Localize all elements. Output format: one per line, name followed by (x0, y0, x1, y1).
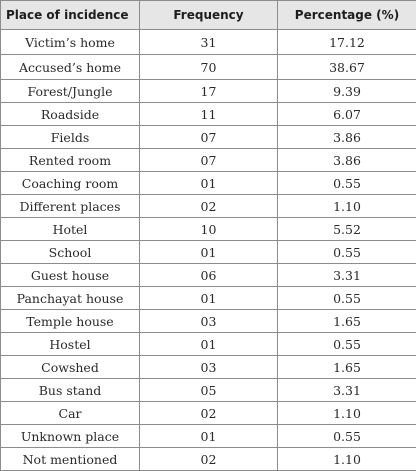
table-row (1, 310, 416, 333)
header-place-of-incidence: Place of incidence (1, 1, 140, 30)
place-cell: Unknown place (1, 425, 140, 448)
percentage-cell: 3.31 (278, 264, 416, 287)
frequency-cell: 70 (140, 55, 278, 80)
table-row (1, 30, 416, 55)
table-row (1, 448, 416, 471)
table-header (1, 1, 416, 30)
frequency-cell: 07 (140, 149, 278, 172)
percentage-cell: 9.39 (278, 80, 416, 103)
place-cell: Rented room (1, 149, 140, 172)
frequency-cell: 07 (140, 126, 278, 149)
table-row (1, 126, 416, 149)
percentage-cell: 3.86 (278, 126, 416, 149)
table-row (1, 287, 416, 310)
frequency-cell: 03 (140, 356, 278, 379)
place-cell: Accused’s home (1, 55, 140, 80)
place-cell: Temple house (1, 310, 140, 333)
place-cell: Hostel (1, 333, 140, 356)
place-cell: Fields (1, 126, 140, 149)
table-body (1, 30, 416, 471)
place-cell: Coaching room (1, 172, 140, 195)
percentage-cell: 0.55 (278, 333, 416, 356)
table-row (1, 149, 416, 172)
percentage-cell: 6.07 (278, 103, 416, 126)
percentage-cell: 38.67 (278, 55, 416, 80)
place-cell: Bus stand (1, 379, 140, 402)
table-row (1, 55, 416, 80)
frequency-cell: 01 (140, 333, 278, 356)
place-cell: Car (1, 402, 140, 425)
header-percentage: Percentage (%) (278, 1, 416, 30)
frequency-cell: 17 (140, 80, 278, 103)
header-frequency: Frequency (140, 1, 278, 30)
percentage-cell: 1.10 (278, 195, 416, 218)
table-row (1, 195, 416, 218)
table-row (1, 80, 416, 103)
frequency-cell: 10 (140, 218, 278, 241)
percentage-cell: 1.10 (278, 402, 416, 425)
table-row (1, 103, 416, 126)
place-cell: School (1, 241, 140, 264)
percentage-cell: 5.52 (278, 218, 416, 241)
frequency-cell: 05 (140, 379, 278, 402)
frequency-cell: 01 (140, 287, 278, 310)
table-row (1, 264, 416, 287)
place-cell: Not mentioned (1, 448, 140, 471)
frequency-cell: 01 (140, 425, 278, 448)
percentage-cell: 1.65 (278, 356, 416, 379)
table-row (1, 402, 416, 425)
frequency-cell: 31 (140, 30, 278, 55)
percentage-cell: 0.55 (278, 172, 416, 195)
percentage-cell: 1.65 (278, 310, 416, 333)
frequency-cell: 06 (140, 264, 278, 287)
place-cell: Guest house (1, 264, 140, 287)
frequency-cell: 02 (140, 448, 278, 471)
table-row (1, 333, 416, 356)
frequency-cell: 03 (140, 310, 278, 333)
percentage-cell: 1.10 (278, 448, 416, 471)
table-row (1, 218, 416, 241)
place-cell: Different places (1, 195, 140, 218)
percentage-cell: 3.31 (278, 379, 416, 402)
frequency-cell: 02 (140, 195, 278, 218)
table-row (1, 241, 416, 264)
frequency-cell: 02 (140, 402, 278, 425)
place-cell: Forest/Jungle (1, 80, 140, 103)
place-cell: Victim’s home (1, 30, 140, 55)
table-row (1, 172, 416, 195)
frequency-cell: 01 (140, 172, 278, 195)
percentage-cell: 3.86 (278, 149, 416, 172)
frequency-cell: 01 (140, 241, 278, 264)
table-row (1, 425, 416, 448)
percentage-cell: 0.55 (278, 241, 416, 264)
place-cell: Roadside (1, 103, 140, 126)
percentage-cell: 0.55 (278, 287, 416, 310)
frequency-cell: 11 (140, 103, 278, 126)
header-row (1, 1, 416, 30)
place-cell: Cowshed (1, 356, 140, 379)
table-row (1, 356, 416, 379)
percentage-cell: 0.55 (278, 425, 416, 448)
percentage-cell: 17.12 (278, 30, 416, 55)
table-row (1, 379, 416, 402)
place-cell: Hotel (1, 218, 140, 241)
place-cell: Panchayat house (1, 287, 140, 310)
